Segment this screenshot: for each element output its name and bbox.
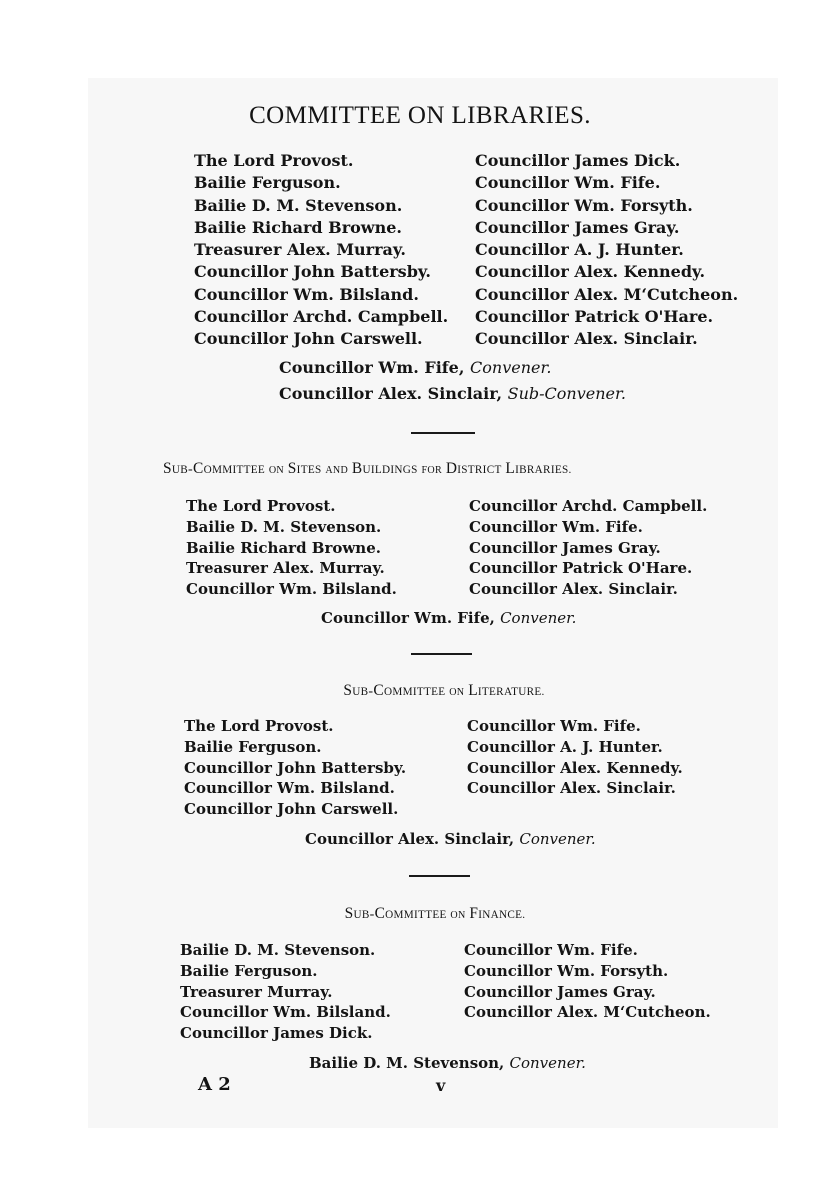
member-name: Councillor Archd. Campbell. <box>469 497 708 515</box>
member-name: Councillor Alex. Sinclair. <box>467 779 676 798</box>
signature-mark: A 2 <box>198 1074 231 1095</box>
literature-members-right <box>467 716 683 799</box>
member-name: Councillor A. J. Hunter. <box>467 737 663 756</box>
literature-convener <box>305 830 596 848</box>
member-name: The Lord Provost. <box>194 151 354 170</box>
member-name: Councillor Wm. Bilsland. <box>186 580 397 599</box>
section-divider <box>411 653 472 655</box>
sites-convener-name: Councillor Wm. Fife, <box>321 609 495 627</box>
member-name: Bailie Richard Browne. <box>186 538 381 557</box>
literature-heading: SUB-COMMITTEE ON LITERATURE. <box>343 682 545 699</box>
member-name: Councillor Alex. M‘Cutcheon. <box>464 1003 711 1022</box>
member-name: Councillor Patrick O'Hare. <box>469 559 693 578</box>
member-name: Councillor Alex. M‘Cutcheon. <box>475 284 739 304</box>
member-name: Bailie Ferguson. <box>180 961 318 980</box>
page-title: COMMITTEE ON LIBRARIES. <box>249 102 591 129</box>
main-subconvener-name: Councillor Alex. Sinclair, <box>279 384 503 403</box>
member-name: Councillor Wm. Bilsland. <box>194 284 419 304</box>
main-convener <box>279 358 551 377</box>
member-name: Councillor John Battersby. <box>184 758 407 777</box>
member-name: Councillor Wm. Fife. <box>469 517 643 536</box>
main-convener-role: Convener. <box>470 358 552 377</box>
main-members-left <box>194 150 448 351</box>
member-name: Treasurer Alex. Murray. <box>194 240 406 260</box>
member-name: Councillor A. J. Hunter. <box>475 240 684 260</box>
member-name: Councillor James Dick. <box>180 1024 373 1043</box>
member-name: Councillor Alex. Sinclair. <box>469 580 678 599</box>
member-name: Councillor Archd. Campbell. <box>194 307 449 327</box>
member-name: Councillor John Carswell. <box>194 329 423 349</box>
member-name: Councillor John Battersby. <box>194 262 431 282</box>
literature-convener-role: Convener. <box>519 830 596 848</box>
member-name: Councillor Wm. Fife. <box>467 717 641 735</box>
member-name: Councillor Wm. Forsyth. <box>475 195 693 215</box>
section-divider <box>409 875 470 877</box>
member-name: Councillor Wm. Bilsland. <box>180 1003 391 1022</box>
member-name: Treasurer Alex. Murray. <box>186 559 385 578</box>
main-convener-name: Councillor Wm. Fife, <box>279 358 465 377</box>
finance-convener-name: Bailie D. M. Stevenson, <box>309 1054 505 1072</box>
member-name: Bailie Ferguson. <box>194 173 341 193</box>
member-name: Councillor James Dick. <box>475 151 681 170</box>
sites-convener-role: Convener. <box>500 609 577 627</box>
main-subconvener <box>279 384 626 403</box>
member-name: Councillor Alex. Sinclair. <box>475 329 698 349</box>
member-name: Councillor Wm. Bilsland. <box>184 779 395 798</box>
finance-members-left <box>180 940 391 1044</box>
member-name: Councillor Wm. Forsyth. <box>464 961 669 980</box>
member-name: Bailie D. M. Stevenson. <box>186 517 382 536</box>
member-name: Councillor Wm. Fife. <box>475 173 661 193</box>
member-name: The Lord Provost. <box>186 497 336 515</box>
member-name: Councillor John Carswell. <box>184 800 399 819</box>
finance-convener <box>309 1054 586 1072</box>
sites-heading: SUB-COMMITTEE ON SITES AND BUILDINGS FOR DISTRICT LIBRARIES. <box>163 460 572 477</box>
member-name: Councillor Wm. Fife. <box>464 941 638 959</box>
member-name: Councillor Alex. Kennedy. <box>467 758 683 777</box>
member-name: Councillor Alex. Kennedy. <box>475 262 706 282</box>
literature-convener-name: Councillor Alex. Sinclair, <box>305 830 515 848</box>
finance-heading: SUB-COMMITTEE ON FINANCE. <box>344 905 526 922</box>
sites-members-right <box>469 496 707 600</box>
literature-members-left <box>184 716 406 820</box>
member-name: Bailie Ferguson. <box>184 737 322 756</box>
finance-members-right <box>464 940 711 1023</box>
main-members-right <box>475 150 738 351</box>
member-name: The Lord Provost. <box>184 717 334 735</box>
member-name: Bailie Richard Browne. <box>194 217 402 237</box>
catchword: v <box>436 1076 446 1095</box>
main-subconvener-role: Sub-Convener. <box>507 384 626 403</box>
member-name: Councillor James Gray. <box>469 538 661 557</box>
member-name: Bailie D. M. Stevenson. <box>194 195 403 215</box>
section-divider <box>411 432 475 434</box>
member-name: Councillor James Gray. <box>475 217 680 237</box>
sites-members-left <box>186 496 397 600</box>
member-name: Councillor Patrick O'Hare. <box>475 307 714 327</box>
member-name: Councillor James Gray. <box>464 982 656 1001</box>
member-name: Bailie D. M. Stevenson. <box>180 941 376 959</box>
sites-convener <box>321 609 576 627</box>
member-name: Treasurer Murray. <box>180 982 333 1001</box>
finance-convener-role: Convener. <box>509 1054 586 1072</box>
